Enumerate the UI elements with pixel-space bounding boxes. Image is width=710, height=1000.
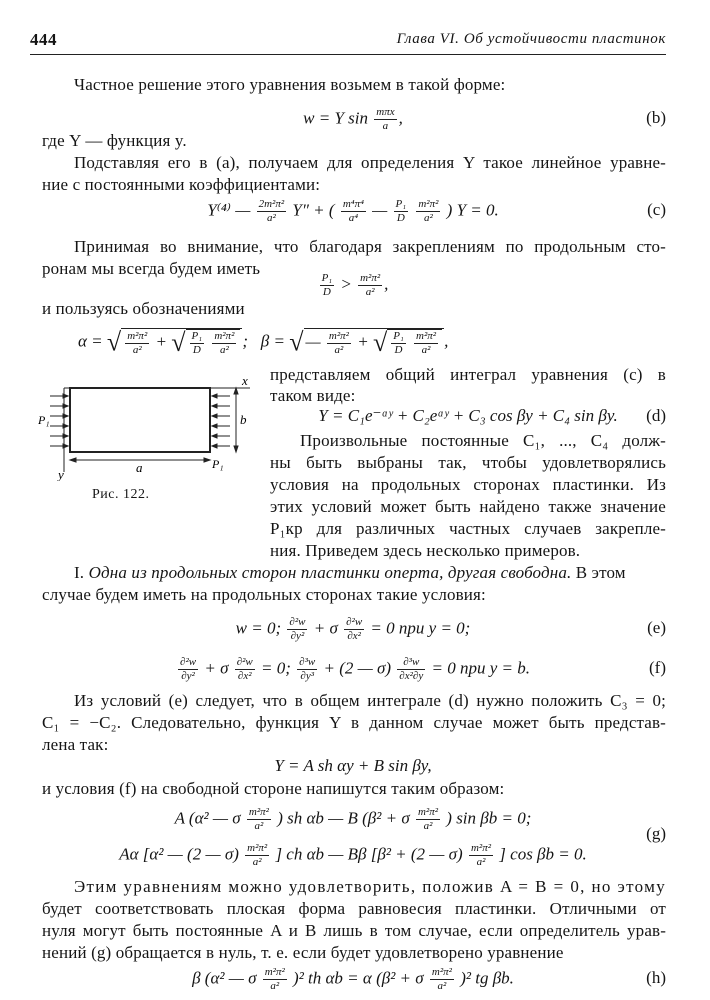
equation-c: Y⁽⁴⁾ — $\frac{\text{2m²π²}}{\text{a²}}$ Y″ + ( $\frac{\text{m⁴π⁴}}{\text{a⁴}}$ — $\frac{\text{P₁}}{D}$ $\frac{\text{m²π²}}{\text{a²}}$ ) Y = 0. (c) bbox=[207, 198, 666, 224]
equation-g2: Aα [α² — (2 — σ) $\frac{\text{m²π²}}{\text{a²}}$ ] ch αb — Bβ [β² + (2 — σ) $\frac{\text{m²π²}}{\text{a²}}$ ] cos βb = 0. (g) bbox=[119, 824, 666, 868]
case-heading: I. Одна из продольных сторон пластинки оперта, другая свободна. В этом bbox=[74, 563, 626, 582]
inequality: $\frac{\text{P₁}}{D}$ > $\frac{\text{m²π²}}{\text{a²}}$ , bbox=[321, 272, 389, 298]
equation-label: (c) bbox=[647, 200, 666, 219]
equation-label: (d) bbox=[646, 406, 666, 425]
text-line: условия на продольных сторонах пластинки. Из bbox=[270, 475, 666, 494]
label-a: a bbox=[136, 460, 143, 475]
equation-h: β (α² — σ $\frac{\text{m²π²}}{\text{a²}}$ )² th αb = α (β² + σ $\frac{\text{m²π²}}{\text{a²}}$ )² tg βb. (h) bbox=[192, 966, 666, 992]
text-line: будет соответствовать плоская форма равновесия пластинки. Отличными от bbox=[42, 899, 666, 918]
equation-alpha-beta: α = √ $\frac{\text{m²π²}}{\text{a²}}$ + √ $\frac{\text{P₁}}{D}$ $\frac{\text{m²π²}}{\text{a²}}$ ; β = √— $\frac{\text{m²π²}}{\text{a²}}$ + √ $\frac{\text{P₁}}{D}$ $\frac{\text{m²π²}}{\text{a²}}$ , bbox=[78, 327, 449, 357]
equation-label: (e) bbox=[647, 618, 666, 637]
text-line: где Y — функция y. bbox=[42, 131, 187, 150]
text-line: и условия (f) на свободной стороне напишутся таким образом: bbox=[42, 779, 505, 798]
text-line: нений (g) обращается в нуль, т. е. если будет удовлетворено уравнение bbox=[42, 943, 564, 962]
label-p-left: P₁ bbox=[38, 413, 50, 427]
dimension-b bbox=[234, 388, 238, 452]
text-line: случае будем иметь на продольных сторонах такие условия: bbox=[42, 585, 486, 604]
equation-label: (b) bbox=[646, 108, 666, 127]
text-line: Произвольные постоянные C₁, ..., C₄ долж- bbox=[300, 431, 666, 450]
text-line: ния. Приведем здесь несколько примеров. bbox=[270, 541, 581, 560]
text-line: ние с постоянными коэффициентами: bbox=[42, 175, 321, 194]
equation-d: Y = C₁e⁻ᵅʸ + C₂eᵅʸ + C₃ cos βy + C₄ sin βy. (d) bbox=[318, 406, 666, 425]
header-rule bbox=[30, 54, 666, 55]
equation-label: (h) bbox=[646, 968, 666, 987]
running-header: Глава VI. Об устойчивости пластинок bbox=[396, 31, 666, 47]
text-line: P₁кр для различных частных случаев закрепле- bbox=[270, 519, 666, 538]
text-line: лена так: bbox=[42, 735, 109, 754]
text-line: Принимая во внимание, что благодаря закреплениям по продольным сто- bbox=[74, 237, 666, 256]
text-line: Из условий (е) следует, что в общем интеграле (d) нужно положить C₃ = 0; bbox=[74, 691, 666, 710]
text-line: ронам мы всегда будем иметь bbox=[42, 259, 261, 278]
text-line: таком виде: bbox=[270, 386, 356, 405]
label-y: y bbox=[58, 467, 64, 481]
text-line: Частное решение этого уравнения возьмем в такой форме: bbox=[74, 75, 506, 94]
text-line: представляем общий интеграл уравнения (c) в bbox=[270, 365, 666, 384]
text-line: нуля могут быть постоянные A и B лишь в том случае, если определитель урав- bbox=[42, 921, 666, 940]
page-number: 444 bbox=[30, 30, 57, 49]
equation-g1: A (α² — σ $\frac{\text{m²π²}}{\text{a²}}$ ) sh αb — B (β² + σ $\frac{\text{m²π²}}{\text{a²}}$ ) sin βb = 0; bbox=[174, 806, 532, 832]
plate-diagram bbox=[38, 376, 263, 481]
label-b: b bbox=[240, 412, 247, 427]
equation-y: Y = A sh αy + B sin βy, bbox=[274, 756, 432, 775]
equation-b: w = Y sin $\frac{\text{mπx}}{a}$ , (b) bbox=[303, 106, 666, 132]
text-line: Подставляя его в (а), получаем для определения Y такое линейное уравне- bbox=[74, 153, 666, 172]
label-x: x bbox=[242, 376, 248, 388]
text-line: этих условий может быть найдено также значение bbox=[270, 497, 666, 516]
figure-caption: Рис. 122. bbox=[92, 487, 150, 502]
equation-e: w = 0; $\frac{\text{∂²w}}{\text{∂y²}}$ + σ $\frac{\text{∂²w}}{\text{∂x²}}$ = 0 при y = 0; (e) bbox=[235, 616, 666, 642]
equation-label: (f) bbox=[649, 658, 666, 677]
text-line: C₁ = −C₂. Следовательно, функция Y в данном случае может быть представ- bbox=[42, 713, 666, 732]
right-load-arrows bbox=[212, 394, 230, 448]
plate-rectangle bbox=[70, 388, 210, 452]
left-load-arrows bbox=[50, 394, 68, 448]
equation-label: (g) bbox=[646, 824, 666, 843]
text-line: и пользуясь обозначениями bbox=[42, 299, 245, 318]
text-line: ны быть выбраны так, чтобы удовлетворялись bbox=[270, 453, 666, 472]
label-p-right: P₁ bbox=[212, 457, 224, 471]
equation-f: $\frac{\text{∂²w}}{\text{∂y²}}$ + σ $\frac{\text{∂²w}}{\text{∂x²}}$ = 0; $\frac{\text{∂³w}}{\text{∂y³}}$ + (2 — σ) $\frac{\text{∂³w}}{\text{∂x²∂y}}$ = 0 при y = b. (f) bbox=[180, 656, 666, 682]
text-line: Этим уравнениям можно удовлетворить, положив A = B = 0, но этому bbox=[74, 877, 666, 896]
